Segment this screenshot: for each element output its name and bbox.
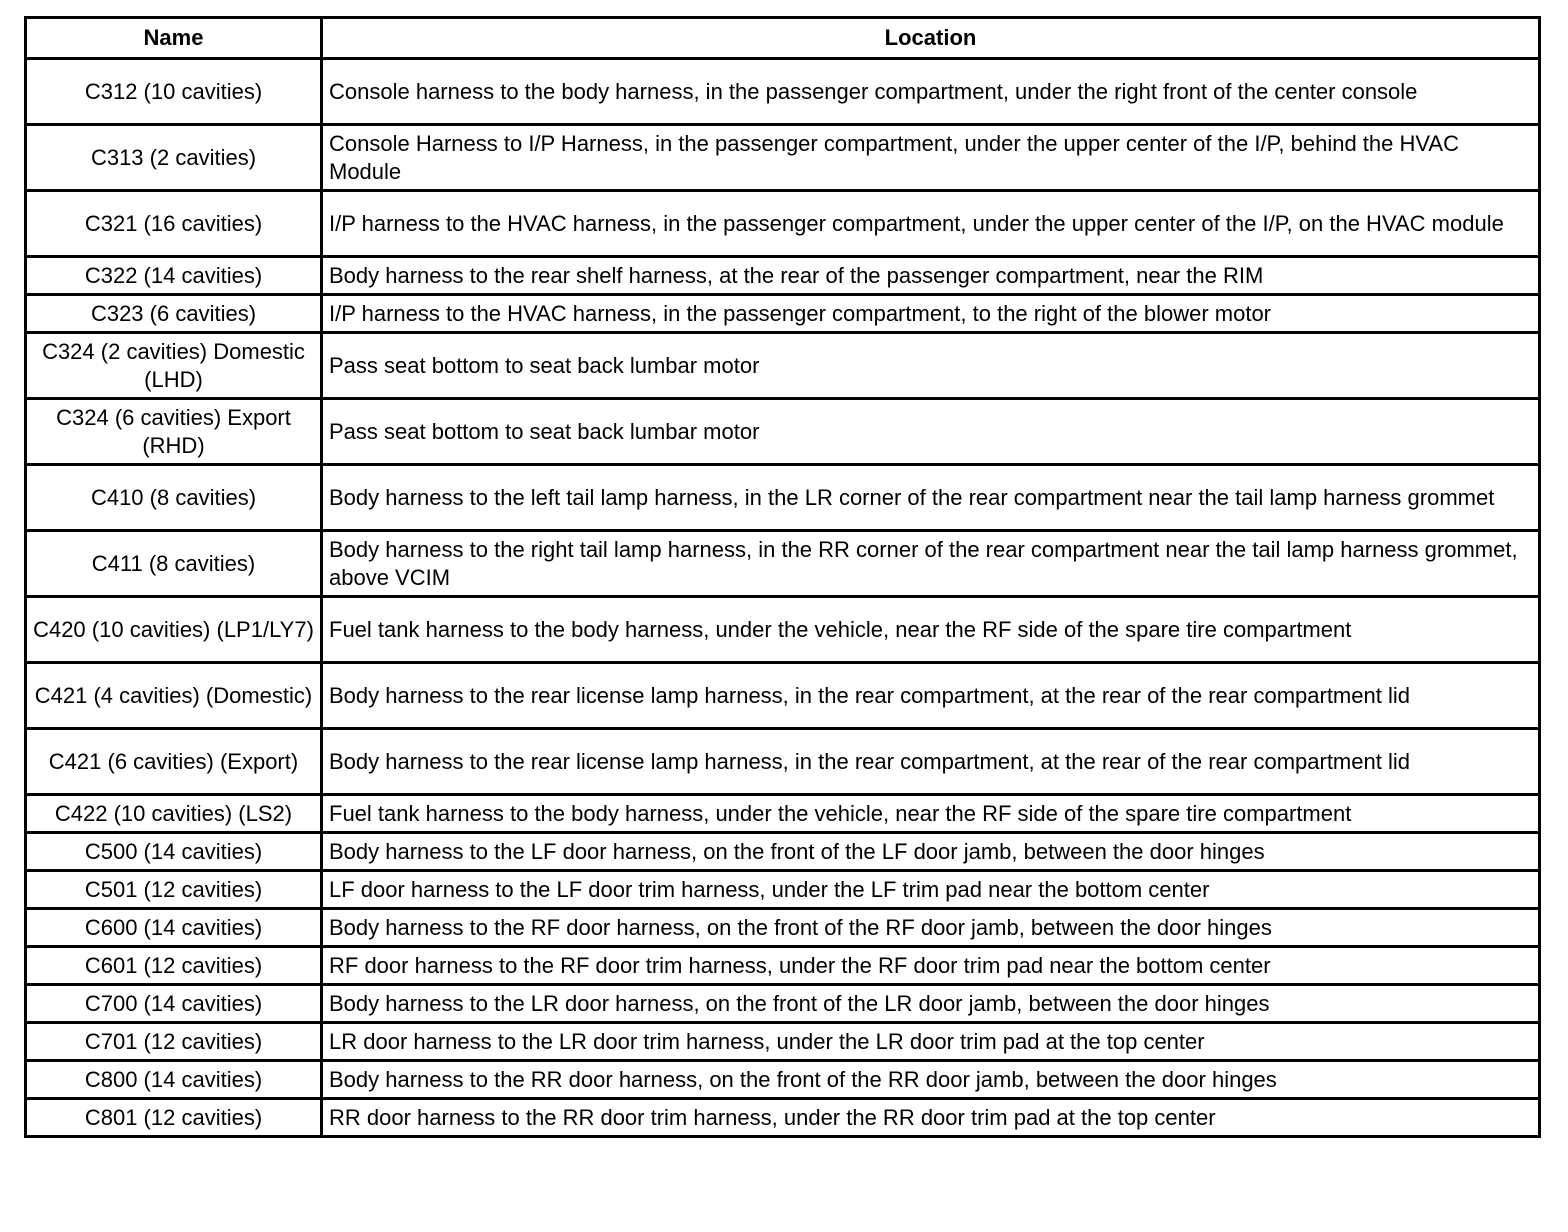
table-row (26, 597, 1540, 663)
connector-location-cell: I/P harness to the HVAC harness, in the passenger compartment, under the upper center of the I/P, on the HVAC module (322, 191, 1540, 257)
connector-location-cell: Body harness to the LF door harness, on the front of the LF door jamb, between the door hinges (322, 833, 1540, 871)
name-column-header: Name (26, 18, 322, 59)
connector-location-cell: Console Harness to I/P Harness, in the passenger compartment, under the upper center of the I/P, behind the HVAC Module (322, 125, 1540, 191)
connector-location-cell: Fuel tank harness to the body harness, under the vehicle, near the RF side of the spare tire compartment (322, 597, 1540, 663)
connector-location-cell: Pass seat bottom to seat back lumbar motor (322, 333, 1540, 399)
connector-name-cell: C322 (14 cavities) (26, 257, 322, 295)
connector-name-cell: C501 (12 cavities) (26, 871, 322, 909)
table-row (26, 871, 1540, 909)
table-row (26, 947, 1540, 985)
connector-location-cell: RF door harness to the RF door trim harness, under the RF door trim pad near the bottom center (322, 947, 1540, 985)
table-row (26, 191, 1540, 257)
connector-location-cell: LF door harness to the LF door trim harness, under the LF trim pad near the bottom center (322, 871, 1540, 909)
connector-name-cell: C321 (16 cavities) (26, 191, 322, 257)
connector-location-cell: Console harness to the body harness, in the passenger compartment, under the right front of the center console (322, 59, 1540, 125)
table-row (26, 257, 1540, 295)
connector-location-cell: Body harness to the RR door harness, on the front of the RR door jamb, between the door hinges (322, 1061, 1540, 1099)
table-row (26, 59, 1540, 125)
connector-name-cell: C800 (14 cavities) (26, 1061, 322, 1099)
connector-location-cell: Fuel tank harness to the body harness, under the vehicle, near the RF side of the spare tire compartment (322, 795, 1540, 833)
table-row (26, 795, 1540, 833)
connector-name-cell: C422 (10 cavities) (LS2) (26, 795, 322, 833)
connector-name-cell: C313 (2 cavities) (26, 125, 322, 191)
connector-location-cell: Body harness to the LR door harness, on the front of the LR door jamb, between the door hinges (322, 985, 1540, 1023)
table-row (26, 663, 1540, 729)
connector-location-cell: Body harness to the rear license lamp harness, in the rear compartment, at the rear of the rear compartment lid (322, 663, 1540, 729)
connector-name-cell: C411 (8 cavities) (26, 531, 322, 597)
connector-location-cell: Body harness to the RF door harness, on the front of the RF door jamb, between the door hinges (322, 909, 1540, 947)
connector-location-cell: RR door harness to the RR door trim harness, under the RR door trim pad at the top center (322, 1099, 1540, 1137)
connector-name-cell: C700 (14 cavities) (26, 985, 322, 1023)
table-row (26, 125, 1540, 191)
table-row (26, 465, 1540, 531)
table-row (26, 729, 1540, 795)
connector-location-cell: Body harness to the rear license lamp harness, in the rear compartment, at the rear of the rear compartment lid (322, 729, 1540, 795)
table-row (26, 531, 1540, 597)
table-row (26, 333, 1540, 399)
location-column-header: Location (322, 18, 1540, 59)
connector-name-cell: C421 (6 cavities) (Export) (26, 729, 322, 795)
connector-name-cell: C421 (4 cavities) (Domestic) (26, 663, 322, 729)
connector-name-cell: C323 (6 cavities) (26, 295, 322, 333)
table-row (26, 399, 1540, 465)
table-row (26, 295, 1540, 333)
connector-name-cell: C324 (2 cavities) Domestic (LHD) (26, 333, 322, 399)
connector-location-cell: Body harness to the rear shelf harness, at the rear of the passenger compartment, near the RIM (322, 257, 1540, 295)
connector-location-table (24, 16, 1541, 1138)
table-row (26, 1023, 1540, 1061)
table-header-row (26, 18, 1540, 59)
connector-location-cell: Pass seat bottom to seat back lumbar motor (322, 399, 1540, 465)
table-row (26, 1061, 1540, 1099)
connector-name-cell: C324 (6 cavities) Export (RHD) (26, 399, 322, 465)
table-row (26, 833, 1540, 871)
table-row (26, 985, 1540, 1023)
connector-name-cell: C601 (12 cavities) (26, 947, 322, 985)
connector-location-cell: Body harness to the right tail lamp harness, in the RR corner of the rear compartment near the tail lamp harness grommet, above VCIM (322, 531, 1540, 597)
connector-name-cell: C701 (12 cavities) (26, 1023, 322, 1061)
table-row (26, 909, 1540, 947)
connector-location-cell: I/P harness to the HVAC harness, in the passenger compartment, to the right of the blower motor (322, 295, 1540, 333)
connector-name-cell: C420 (10 cavities) (LP1/LY7) (26, 597, 322, 663)
connector-table-container (24, 16, 1541, 1138)
connector-name-cell: C600 (14 cavities) (26, 909, 322, 947)
connector-name-cell: C500 (14 cavities) (26, 833, 322, 871)
connector-name-cell: C312 (10 cavities) (26, 59, 322, 125)
connector-name-cell: C801 (12 cavities) (26, 1099, 322, 1137)
table-row (26, 1099, 1540, 1137)
connector-location-cell: Body harness to the left tail lamp harness, in the LR corner of the rear compartment near the tail lamp harness grommet (322, 465, 1540, 531)
connector-location-cell: LR door harness to the LR door trim harness, under the LR door trim pad at the top center (322, 1023, 1540, 1061)
connector-name-cell: C410 (8 cavities) (26, 465, 322, 531)
